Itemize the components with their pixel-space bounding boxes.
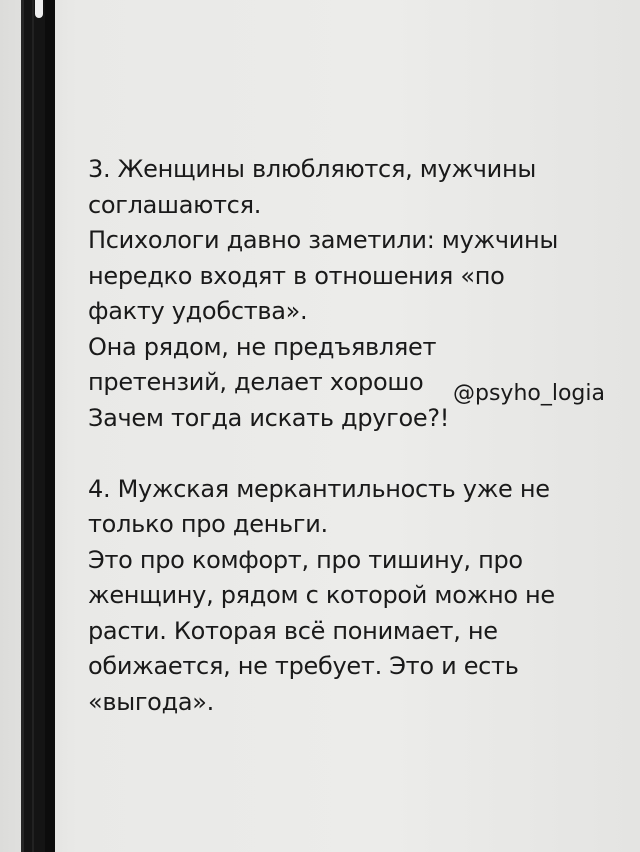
text-line: женщину, рядом с которой можно не <box>88 581 555 609</box>
watermark: @psyho_logia <box>453 381 605 406</box>
text-line: «выгода». <box>88 687 214 716</box>
paragraph-4 <box>88 472 628 721</box>
text-line: Это про комфорт, про тишину, про <box>88 545 523 574</box>
text-line: Психологи давно заметили: мужчины <box>88 226 559 254</box>
text-line: Зачем тогда искать другое?! <box>88 403 450 432</box>
text-line: 3. Женщины влюбляются, мужчины <box>88 155 536 183</box>
text-line: обижается, не требует. Это и есть <box>88 652 519 680</box>
rail-groove <box>32 0 34 852</box>
text-line: 4. Мужская меркантильность уже не <box>88 474 550 503</box>
text-line: соглашаются. <box>88 190 262 219</box>
caption-text <box>88 152 628 720</box>
door-frame-rail <box>21 0 55 852</box>
text-line: факту удобства». <box>88 297 308 325</box>
text-line: претензий, делает хорошо <box>88 368 424 396</box>
text-line: расти. Которая всё понимает, не <box>88 616 498 645</box>
text-line: Она рядом, не предъявляет <box>88 332 437 361</box>
rail-slot <box>35 0 43 18</box>
text-line: нередко входят в отношения «по <box>88 261 505 290</box>
text-line: только про деньги. <box>88 510 328 538</box>
